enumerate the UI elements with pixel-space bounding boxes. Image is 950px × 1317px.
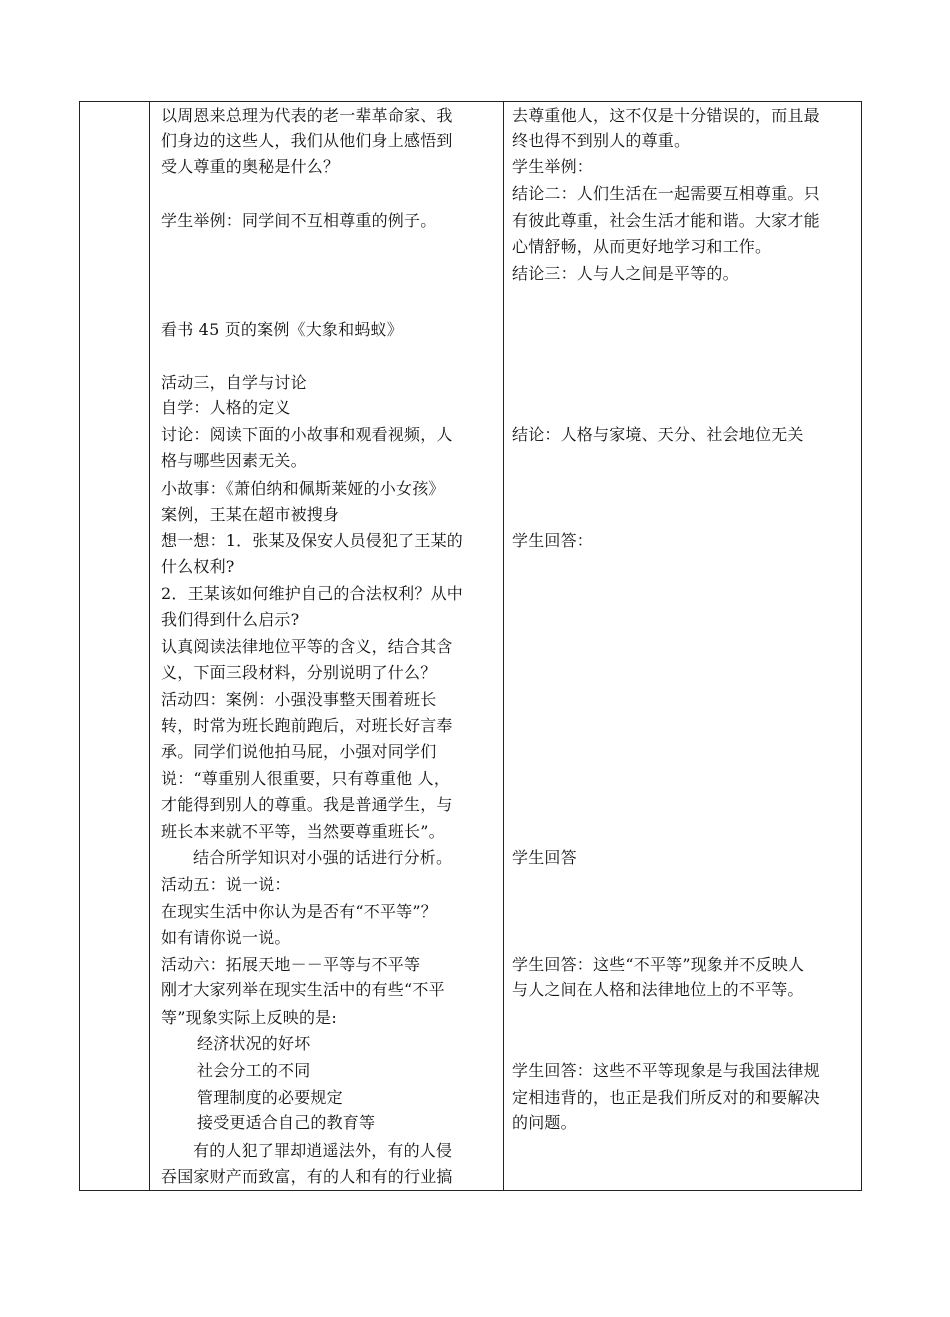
text-line: 学生回答 [512,848,577,867]
text-line: 案例，王某在超市被搜身 [161,505,340,524]
text-line: 结论三：人与人之间是平等的。 [512,264,739,283]
text-line: 活动四：案例：小强没事整天围着班长 [161,690,437,709]
lesson-table [79,101,862,1191]
text-line: 活动五：说一说： [161,875,291,894]
text-line: 2．王某该如何维护自己的合法权利？从中 [161,584,463,603]
text-line: 如有请你说一说。 [161,928,291,947]
text-line: 与人之间在人格和法律地位上的不平等。 [512,980,804,999]
text-line: 学生举例： [512,157,594,176]
text-line: 活动三，自学与讨论 [161,373,307,392]
text-line: 受人尊重的奥秘是什么？ [161,157,340,176]
text-line: 想一想：1．张某及保安人员侵犯了王某的 [161,531,463,550]
text-line: 认真阅读法律地位平等的含义，结合其含 [161,637,453,656]
text-line: 以周恩来总理为代表的老一辈革命家、我 [161,106,453,125]
text-line: 学生回答：这些不平等现象是与我国法律规 [512,1061,820,1080]
text-line: 义，下面三段材料，分别说明了什么？ [161,663,437,682]
text-line: 结论：人格与家境、天分、社会地位无关 [512,425,804,444]
text-line: 结论二：人们生活在一起需要互相尊重。只 [512,184,820,203]
text-line: 终也得不到别人的尊重。 [512,131,691,150]
text-line: 承。同学们说他拍马屁，小强对同学们 [161,742,437,761]
text-line: 说：“尊重别人很重要，只有尊重他 人， [161,769,451,788]
column-divider-2 [503,102,504,1190]
text-line: 的问题。 [512,1113,577,1132]
text-line: 讨论：阅读下面的小故事和观看视频，人 [161,425,453,444]
text-line: 小故事：《萧伯纳和佩斯莱娅的小女孩》 [161,479,445,498]
text-line: 定相违背的，也正是我们所反对的和要解决 [512,1088,820,1107]
text-line: 看书 45 页的案例《大象和蚂蚁》 [161,320,403,339]
column-divider-1 [149,102,150,1190]
text-line: 学生回答：这些“不平等”现象并不反映人 [512,955,805,974]
text-line: 格与哪些因素无关。 [161,451,307,470]
text-line: 有的人犯了罪却逍遥法外，有的人侵 [193,1141,453,1160]
text-line: 转，时常为班长跑前跑后，对班长好言奉 [161,716,453,735]
text-line: 吞国家财产而致富，有的人和有的行业搞 [161,1167,453,1186]
text-line: 自学：人格的定义 [161,398,291,417]
text-line: 接受更适合自己的教育等 [197,1113,376,1132]
text-line: 学生回答： [512,531,594,550]
text-line: 管理制度的必要规定 [197,1088,343,1107]
text-line: 我们得到什么启示? [161,610,300,629]
text-line: 有彼此尊重，社会生活才能和谐。大家才能 [512,211,820,230]
text-line: 刚才大家列举在现实生活中的有些“不平 [161,980,445,999]
text-line: 才能得到别人的尊重。我是普通学生，与 [161,795,453,814]
text-line: 活动六：拓展天地－－平等与不平等 [161,955,421,974]
text-line: 学生举例：同学间不互相尊重的例子。 [161,211,437,230]
text-line: 在现实生活中你认为是否有“不平等”？ [161,902,437,921]
text-line: 什么权利? [161,557,235,576]
text-line: 等”现象实际上反映的是: [161,1008,337,1027]
text-line: 社会分工的不同 [197,1061,311,1080]
text-line: 心情舒畅，从而更好地学习和工作。 [512,237,772,256]
text-line: 经济状况的好坏 [197,1034,311,1053]
text-line: 结合所学知识对小强的话进行分析。 [193,848,453,867]
text-line: 班长本来就不平等，当然要尊重班长”。 [161,822,445,841]
text-line: 们身边的这些人，我们从他们身上感悟到 [161,131,453,150]
text-line: 去尊重他人，这不仅是十分错误的，而且最 [512,106,820,125]
